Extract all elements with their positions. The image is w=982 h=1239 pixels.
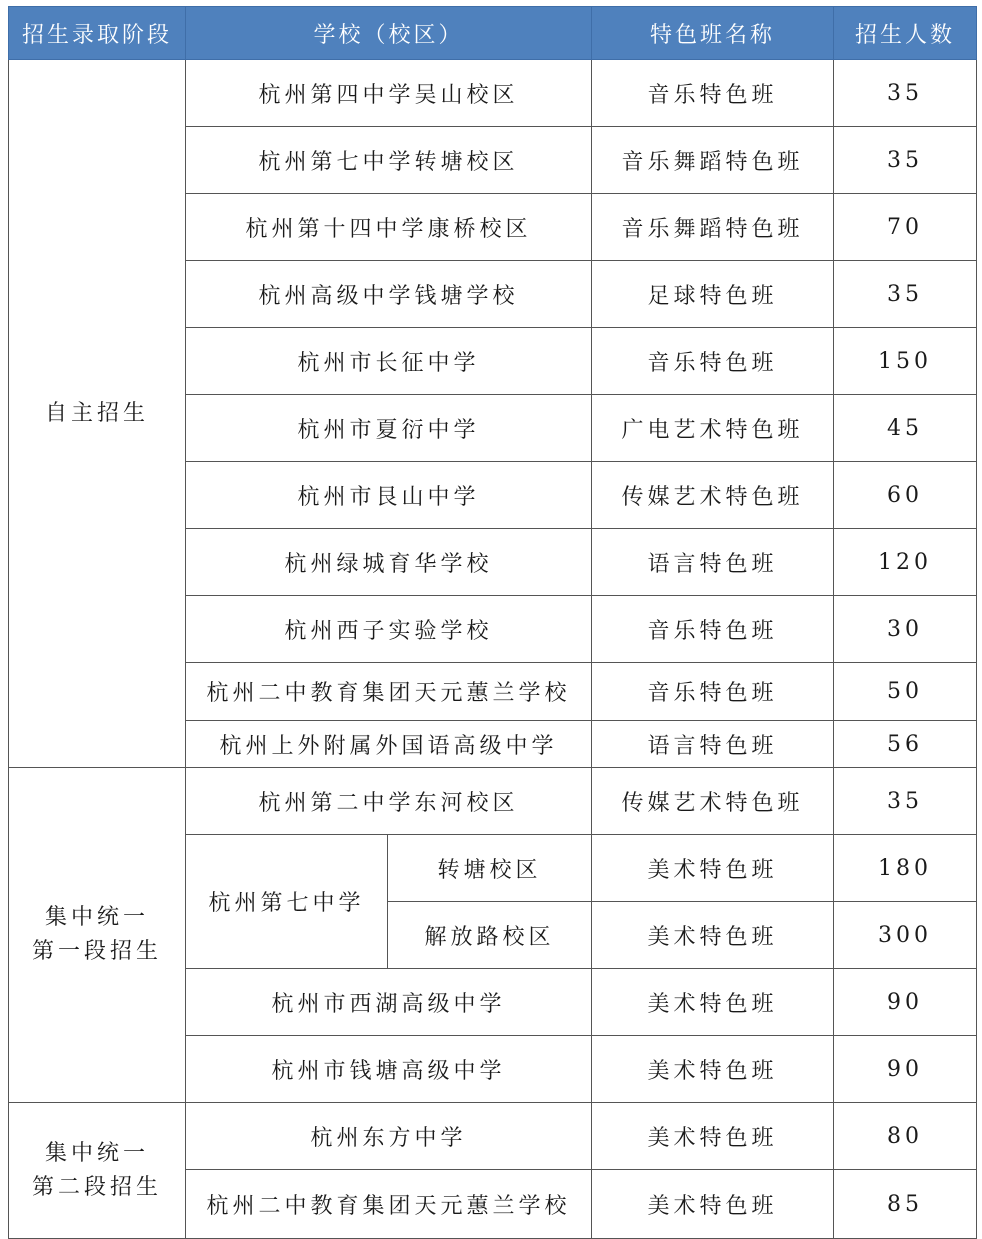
admission-table (8, 6, 977, 1239)
class-name-cell: 音乐特色班 (592, 596, 834, 663)
class-name-cell: 美术特色班 (592, 969, 834, 1036)
school-cell: 杭州第二中学东河校区 (186, 768, 592, 835)
school-cell: 杭州市艮山中学 (186, 462, 592, 529)
class-name-cell: 语言特色班 (592, 721, 834, 768)
class-name-cell: 足球特色班 (592, 261, 834, 328)
school-cell: 杭州高级中学钱塘学校 (186, 261, 592, 328)
school-cell: 杭州第十四中学康桥校区 (186, 194, 592, 261)
school-cell: 杭州第七中学 (186, 835, 388, 969)
count-cell: 30 (834, 596, 977, 663)
stage-cell-independent: 自主招生 (9, 60, 186, 768)
header-row (9, 7, 977, 60)
school-cell: 杭州东方中学 (186, 1103, 592, 1170)
school-cell: 杭州市夏衍中学 (186, 395, 592, 462)
header-class-name: 特色班名称 (592, 7, 834, 60)
count-cell: 180 (834, 835, 977, 902)
count-cell: 56 (834, 721, 977, 768)
class-name-cell: 音乐特色班 (592, 328, 834, 395)
class-name-cell: 音乐舞蹈特色班 (592, 127, 834, 194)
class-name-cell: 传媒艺术特色班 (592, 462, 834, 529)
class-name-cell: 传媒艺术特色班 (592, 768, 834, 835)
school-cell: 杭州市钱塘高级中学 (186, 1036, 592, 1103)
stage-cell-unified-second: 集中统一 第二段招生 (9, 1103, 186, 1239)
count-cell: 120 (834, 529, 977, 596)
class-name-cell: 音乐特色班 (592, 663, 834, 721)
class-name-cell: 语言特色班 (592, 529, 834, 596)
header-count: 招生人数 (834, 7, 977, 60)
count-cell: 45 (834, 395, 977, 462)
school-cell: 杭州西子实验学校 (186, 596, 592, 663)
count-cell: 35 (834, 60, 977, 127)
count-cell: 90 (834, 969, 977, 1036)
table-row (9, 60, 977, 127)
campus-cell: 解放路校区 (388, 902, 592, 969)
class-name-cell: 美术特色班 (592, 1103, 834, 1170)
count-cell: 35 (834, 768, 977, 835)
count-cell: 300 (834, 902, 977, 969)
count-cell: 150 (834, 328, 977, 395)
class-name-cell: 音乐特色班 (592, 60, 834, 127)
school-cell: 杭州二中教育集团天元蕙兰学校 (186, 1170, 592, 1239)
count-cell: 35 (834, 127, 977, 194)
count-cell: 90 (834, 1036, 977, 1103)
class-name-cell: 美术特色班 (592, 902, 834, 969)
class-name-cell: 美术特色班 (592, 1036, 834, 1103)
stage-cell-unified-first: 集中统一 第一段招生 (9, 768, 186, 1103)
count-cell: 60 (834, 462, 977, 529)
school-cell: 杭州绿城育华学校 (186, 529, 592, 596)
count-cell: 50 (834, 663, 977, 721)
count-cell: 80 (834, 1103, 977, 1170)
school-cell: 杭州第七中学转塘校区 (186, 127, 592, 194)
header-stage: 招生录取阶段 (9, 7, 186, 60)
table-row (9, 1103, 977, 1170)
school-cell: 杭州市西湖高级中学 (186, 969, 592, 1036)
school-cell: 杭州二中教育集团天元蕙兰学校 (186, 663, 592, 721)
header-school: 学校（校区） (186, 7, 592, 60)
count-cell: 35 (834, 261, 977, 328)
class-name-cell: 音乐舞蹈特色班 (592, 194, 834, 261)
class-name-cell: 广电艺术特色班 (592, 395, 834, 462)
count-cell: 85 (834, 1170, 977, 1239)
count-cell: 70 (834, 194, 977, 261)
campus-cell: 转塘校区 (388, 835, 592, 902)
class-name-cell: 美术特色班 (592, 835, 834, 902)
class-name-cell: 美术特色班 (592, 1170, 834, 1239)
school-cell: 杭州上外附属外国语高级中学 (186, 721, 592, 768)
school-cell: 杭州第四中学吴山校区 (186, 60, 592, 127)
school-cell: 杭州市长征中学 (186, 328, 592, 395)
table-row (9, 768, 977, 835)
